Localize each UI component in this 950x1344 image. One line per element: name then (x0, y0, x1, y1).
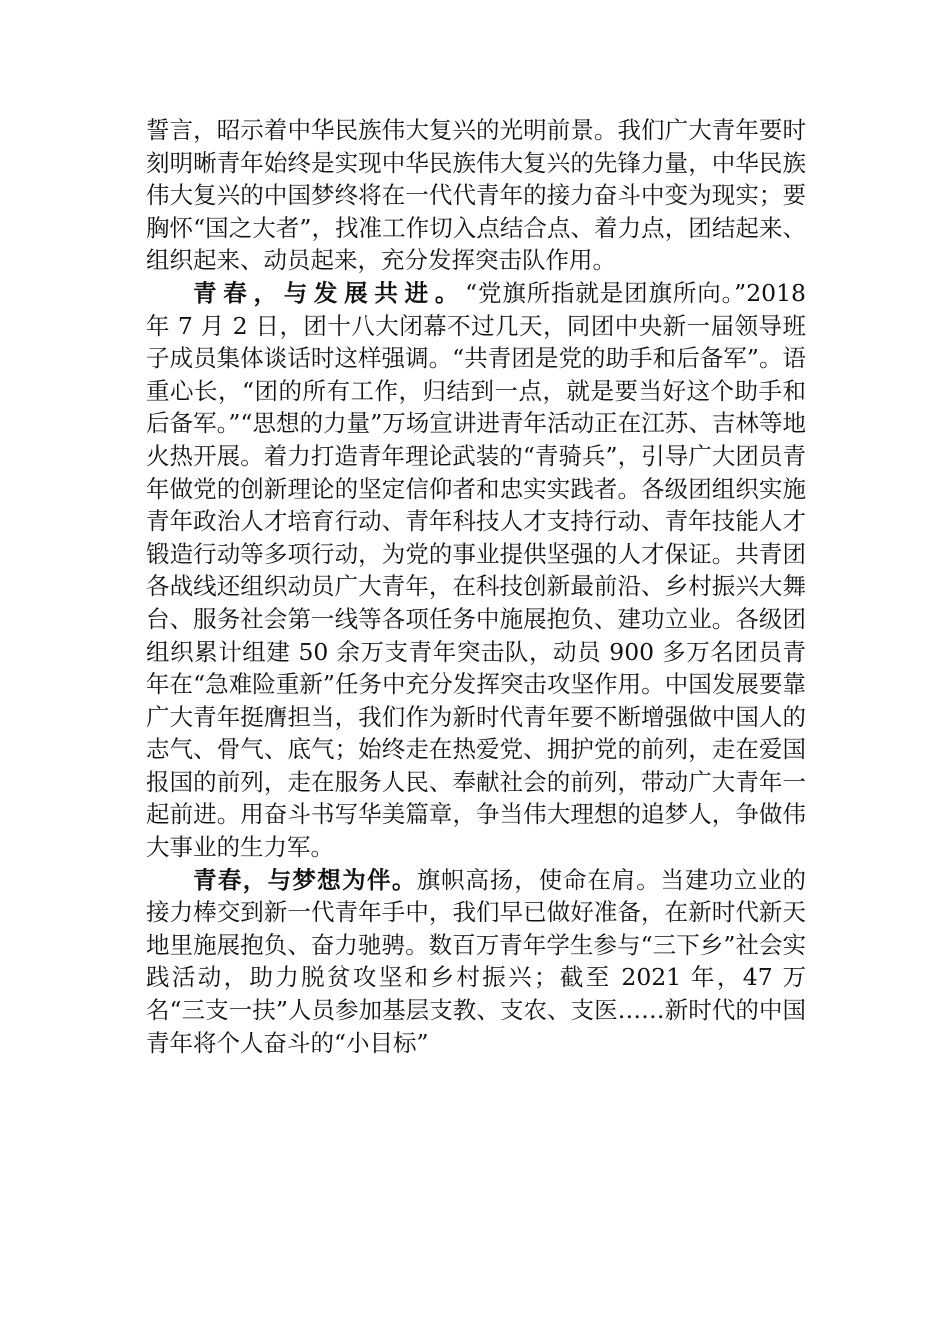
paragraph-2-lead-heading: 青春，与发展共进。 (193, 278, 466, 307)
paragraph-2 (146, 277, 806, 864)
paragraph-1-text: 誓言，昭示着中华民族伟大复兴的光明前景。我们广大青年要时刻明晰青年始终是实现中华民族伟大复兴的先锋力量，中华民族伟大复兴的中国梦终将在一代代青年的接力奋斗中变为现实；要胸怀“国之大者”，找准工作切入点结合点、着力点，团结起来、组织起来、动员起来，充分发挥突击队作用。 (146, 116, 806, 275)
paragraph-3-text: 旗帜高扬，使命在肩。当建功立业的接力棒交到新一代青年手中，我们早已做好准备，在新时代新天地里施展抱负、奋力驰骋。数百万青年学生参与“三下乡”社会实践活动，助力脱贫攻坚和乡村振兴；截至 2021 年，47 万名“三支一扶”人员参加基层支教、支农、支医……新时代的中国青年将个人奋斗的“小目标” (146, 865, 807, 1057)
paragraph-3-lead-heading: 青春，与梦想为伴。 (193, 865, 417, 894)
document-body (146, 114, 806, 1059)
paragraph-3 (146, 864, 806, 1060)
paragraph-2-text: “党旗所指就是团旗所向。”2018 年 7 月 2 日，团十八大闭幕不过几天，同团中央新一届领导班子成员集体谈话时这样强调。“共青团是党的助手和后备军”。语重心长，“团的所有工作，归结到一点，就是要当好这个助手和后备军。”“思想的力量”万场宣讲进青年活动正在江苏、吉林等地火热开展。着力打造青年理论武装的“青骑兵”，引导广大团员青年做党的创新理论的坚定信仰者和忠实实践者。各级团组织实施青年政治人才培育行动、青年科技人才支持行动、青年技能人才锻造行动等多项行动，为党的事业提供坚强的人才保证。共青团各战线还组织动员广大青年，在科技创新最前沿、乡村振兴大舞台、服务社会第一线等各项任务中施展抱负、建功立业。各级团组织累计组建 50 余万支青年突击队，动员 900 多万名团员青年在“急难险重新”任务中充分发挥突击攻坚作用。中国发展要靠广大青年挺膺担当，我们作为新时代青年要不断增强做中国人的志气、骨气、底气；始终走在热爱党、拥护党的前列，走在爱国报国的前列，走在服务人民、奉献社会的前列，带动广大青年一起前进。用奋斗书写华美篇章，争当伟大理想的追梦人，争做伟大事业的生力军。 (146, 278, 806, 862)
paragraph-1 (146, 114, 806, 277)
